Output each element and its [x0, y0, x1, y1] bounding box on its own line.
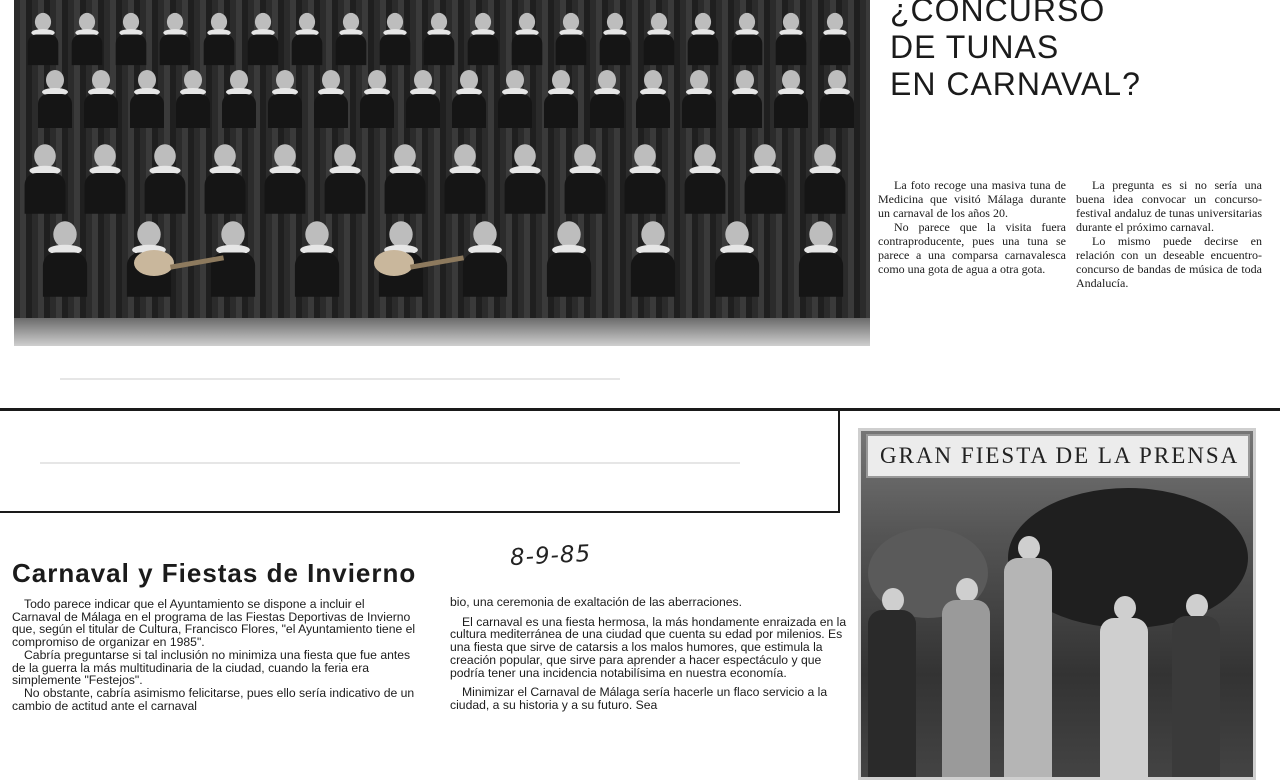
bleed-through-line	[40, 462, 740, 464]
article-paragraph: El carnaval es una fiesta hermosa, la más hondamente enraizada en la cultura mediterránea de una ciudad que cuenta su edad por milenios. Es una fiesta que sirve de catarsis a los malos humores, que estimula la creación popular, que sirve para aprender a hacer espectáculo y que podría tener una incidencia notabilísima en nuestra economía.	[450, 614, 847, 680]
article-column-2	[450, 596, 854, 712]
tuna-member-figure	[310, 70, 352, 128]
tuna-member-figure	[626, 221, 681, 296]
tuna-member-figure	[448, 70, 490, 128]
tuna-member-figure	[500, 144, 550, 214]
article-paragraph: bio, una ceremonia de exaltación de las aberraciones.	[450, 595, 743, 609]
tuna-member-figure	[218, 70, 260, 128]
tuna-member-figure	[172, 70, 214, 128]
tuna-member-figure	[440, 144, 490, 214]
tuna-member-figure	[290, 221, 345, 296]
article-column-1	[12, 598, 416, 712]
tuna-member-figure	[620, 144, 670, 214]
tuna-member-figure	[34, 70, 76, 128]
tuna-member-figure	[244, 13, 282, 65]
tuna-member-figure	[678, 70, 720, 128]
tuna-member-figure	[402, 70, 444, 128]
tuna-member-figure	[288, 13, 326, 65]
photo-floor	[14, 318, 870, 346]
caption-column-2	[1076, 178, 1262, 290]
tuna-member-figure	[264, 70, 306, 128]
tuna-member-figure	[684, 13, 722, 65]
tuna-member-figure	[200, 13, 238, 65]
tuna-member-figure	[380, 144, 430, 214]
caption-paragraph: Lo mismo puede decirse en relación con un deseable encuentro-concurso de bandas de música de toda Andalucía.	[1076, 234, 1262, 290]
photo-frame	[858, 428, 1256, 780]
handwritten-date: 8-9-85	[509, 540, 592, 572]
tuna-member-figure	[112, 13, 150, 65]
tuna-member-figure	[632, 70, 674, 128]
fiesta-prensa-photo	[858, 428, 1256, 780]
tuna-member-figure	[740, 144, 790, 214]
tuna-member-figure	[508, 13, 546, 65]
tuna-member-figure	[200, 144, 250, 214]
fiesta-banner: GRAN FIESTA DE LA PRENSA	[866, 434, 1250, 478]
tuna-member-figure	[320, 144, 370, 214]
horizontal-rule	[0, 408, 1280, 411]
article-title: Carnaval y Fiestas de Invierno	[12, 558, 417, 588]
box-rule-bottom	[0, 511, 840, 513]
tuna-member-figure	[68, 13, 106, 65]
tuna-member-figure	[680, 144, 730, 214]
tuna-member-figure	[376, 13, 414, 65]
tuna-group-photo	[14, 0, 870, 346]
tuna-member-figure	[156, 13, 194, 65]
tuna-member-figure	[816, 13, 854, 65]
headline-line: DE TUNAS	[890, 29, 1060, 65]
caption-column-1	[878, 178, 1066, 276]
headline-line: ¿CONCURSO	[890, 0, 1106, 28]
tuna-member-figure	[794, 221, 849, 296]
caption-paragraph: La pregunta es si no sería una buena idea convocar un concurso-festival andaluz de tunas universitarias durante el próximo carnaval.	[1076, 178, 1262, 234]
tuna-member-figure	[552, 13, 590, 65]
tuna-member-figure	[710, 221, 765, 296]
article-paragraph: No obstante, cabría asimismo felicitarse, pues ello sería indicativo de un cambio de actitud ante el carnaval	[12, 685, 415, 713]
tuna-member-figure	[724, 70, 766, 128]
tuna-member-figure	[728, 13, 766, 65]
tuna-member-figure	[80, 144, 130, 214]
tuna-member-figure	[126, 70, 168, 128]
tuna-member-figure	[596, 13, 634, 65]
headline	[890, 0, 1141, 103]
tuna-member-figure	[640, 13, 678, 65]
tuna-member-figure	[560, 144, 610, 214]
caption-paragraph: La foto recoge una masiva tuna de Medicina que visitó Málaga durante un carnaval de los años 20.	[878, 178, 1066, 220]
tuna-member-figure	[24, 13, 62, 65]
tuna-member-figure	[800, 144, 850, 214]
tuna-member-figure	[772, 13, 810, 65]
headline-line: EN CARNAVAL?	[890, 66, 1141, 102]
tuna-member-figure	[464, 13, 502, 65]
guitar-shape	[374, 250, 464, 276]
tuna-member-figure	[816, 70, 858, 128]
tuna-member-figure	[494, 70, 536, 128]
article-paragraph: Todo parece indicar que el Ayuntamiento se dispone a incluir el Carnaval de Málaga en el programa de las Fiestas Deportivas de Invierno que, según el titular de Cultura, Francisco Flores, "el Ayuntamiento tiene el compromiso de organizar en 1985".	[12, 597, 416, 650]
tuna-member-figure	[770, 70, 812, 128]
tuna-member-figure	[542, 221, 597, 296]
tuna-member-figure	[540, 70, 582, 128]
guitar-shape	[134, 250, 224, 276]
tuna-member-figure	[356, 70, 398, 128]
tuna-member-figure	[20, 144, 70, 214]
tuna-member-figure	[80, 70, 122, 128]
article-paragraph: Minimizar el Carnaval de Málaga sería hacerle un flaco servicio a la ciudad, a su historia y a su futuro. Sea	[450, 685, 828, 712]
tuna-member-figure	[586, 70, 628, 128]
tuna-member-figure	[332, 13, 370, 65]
tuna-member-figure	[38, 221, 93, 296]
tuna-member-figure	[420, 13, 458, 65]
bleed-through-line	[60, 378, 620, 380]
caption-paragraph: No parece que la visita fuera contraproducente, pues una tuna se parece a una comparsa carnavalesca como una gota de agua a otra gota.	[878, 220, 1066, 276]
tuna-member-figure	[140, 144, 190, 214]
article-paragraph: Cabría preguntarse si tal inclusión no minimiza una fiesta que fue antes de la guerra la más multitudinaria de la ciudad, cuando la feria era simplemente "Festejos".	[12, 647, 411, 688]
box-rule-right	[838, 410, 840, 512]
tuna-member-figure	[458, 221, 513, 296]
tuna-member-figure	[260, 144, 310, 214]
